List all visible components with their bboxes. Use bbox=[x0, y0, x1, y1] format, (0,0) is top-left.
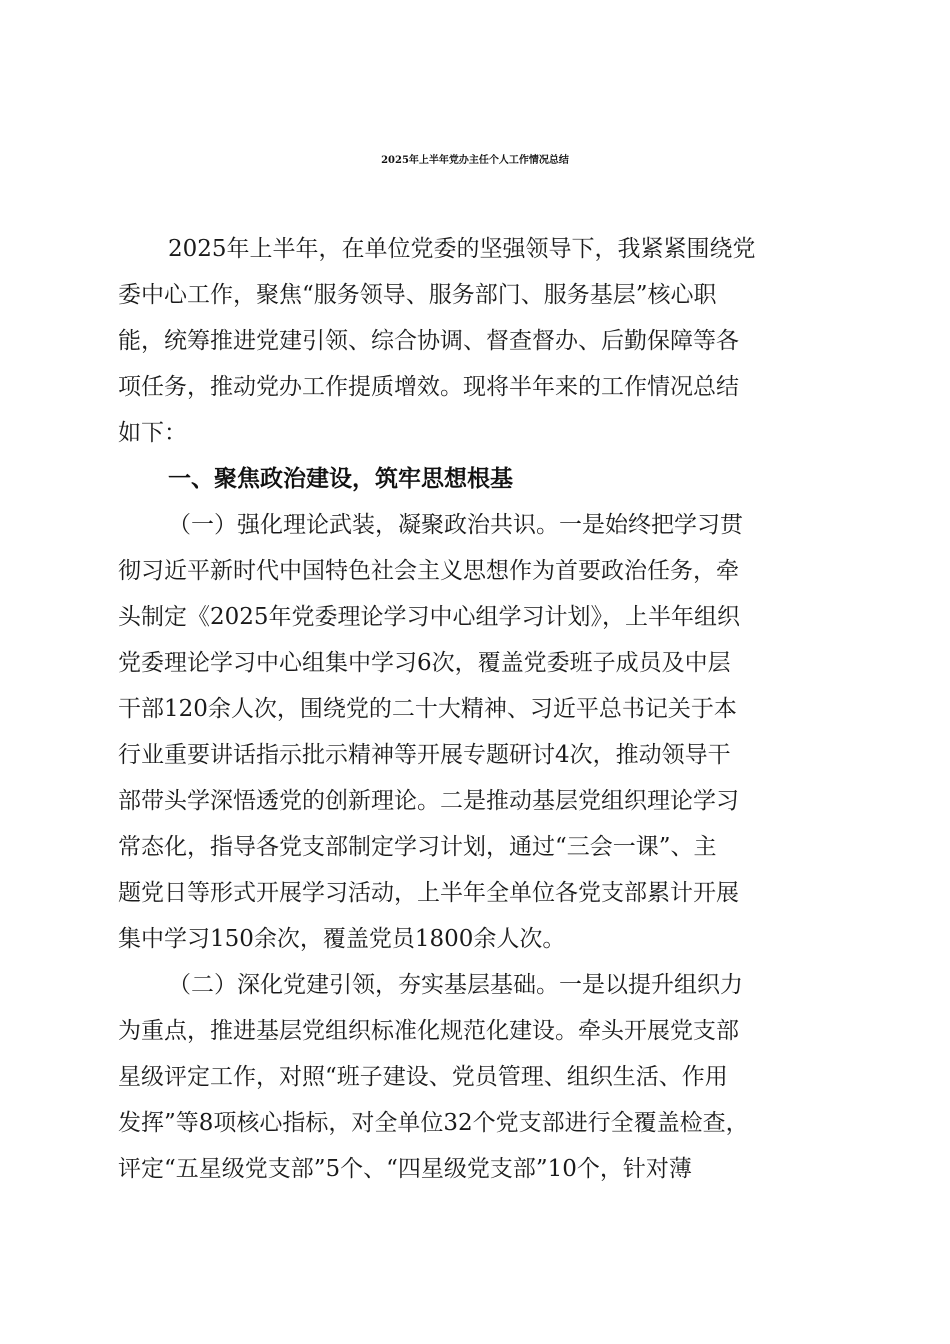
body-line: 为重点，推进基层党组织标准化规范化建设。牵头开展党支部 bbox=[118, 1018, 739, 1044]
body-line: 题党日等形式开展学习活动，上半年全单位各党支部累计开展 bbox=[118, 880, 739, 906]
body-line: 党委理论学习中心组集中学习6次，覆盖党委班子成员及中层 bbox=[118, 650, 731, 676]
body-line: 集中学习150余次，覆盖党员1800余人次。 bbox=[118, 926, 566, 952]
body-line: 如下： bbox=[118, 420, 187, 446]
body-line: 头制定《2025年党委理论学习中心组学习计划》，上半年组织 bbox=[118, 604, 741, 630]
body-line: 部带头学深悟透党的创新理论。二是推动基层党组织理论学习 bbox=[118, 788, 739, 814]
body-line: 干部120余人次，围绕党的二十大精神、习近平总书记关于本 bbox=[118, 696, 737, 722]
section-heading: 一、聚焦政治建设，筑牢思想根基 bbox=[168, 466, 513, 492]
body-line: （一）强化理论武装，凝聚政治共识。一是始终把学习贯 bbox=[168, 512, 743, 538]
body-line: 能，统筹推进党建引领、综合协调、督查督办、后勤保障等各 bbox=[118, 328, 739, 354]
document-title: 2025年上半年党办主任个人工作情况总结 bbox=[381, 155, 569, 166]
body-line: 评定“五星级党支部”5个、“四星级党支部”10个，针对薄 bbox=[118, 1156, 692, 1182]
body-line: 行业重要讲话指示批示精神等开展专题研讨4次，推动领导干 bbox=[118, 742, 731, 768]
body-line: 彻习近平新时代中国特色社会主义思想作为首要政治任务，牵 bbox=[118, 558, 739, 584]
body-line: 常态化，指导各党支部制定学习计划，通过“三会一课”、主 bbox=[118, 834, 717, 860]
body-line: 2025年上半年，在单位党委的坚强领导下，我紧紧围绕党 bbox=[168, 236, 756, 262]
body-line: 项任务，推动党办工作提质增效。现将半年来的工作情况总结 bbox=[118, 374, 739, 400]
body-line: （二）深化党建引领，夯实基层基础。一是以提升组织力 bbox=[168, 972, 743, 998]
body-line: 发挥”等8项核心指标，对全单位32个党支部进行全覆盖检查， bbox=[118, 1110, 749, 1136]
body-line: 委中心工作，聚焦“服务领导、服务部门、服务基层”核心职 bbox=[118, 282, 717, 308]
body-line: 星级评定工作，对照“班子建设、党员管理、组织生活、作用 bbox=[118, 1064, 728, 1090]
